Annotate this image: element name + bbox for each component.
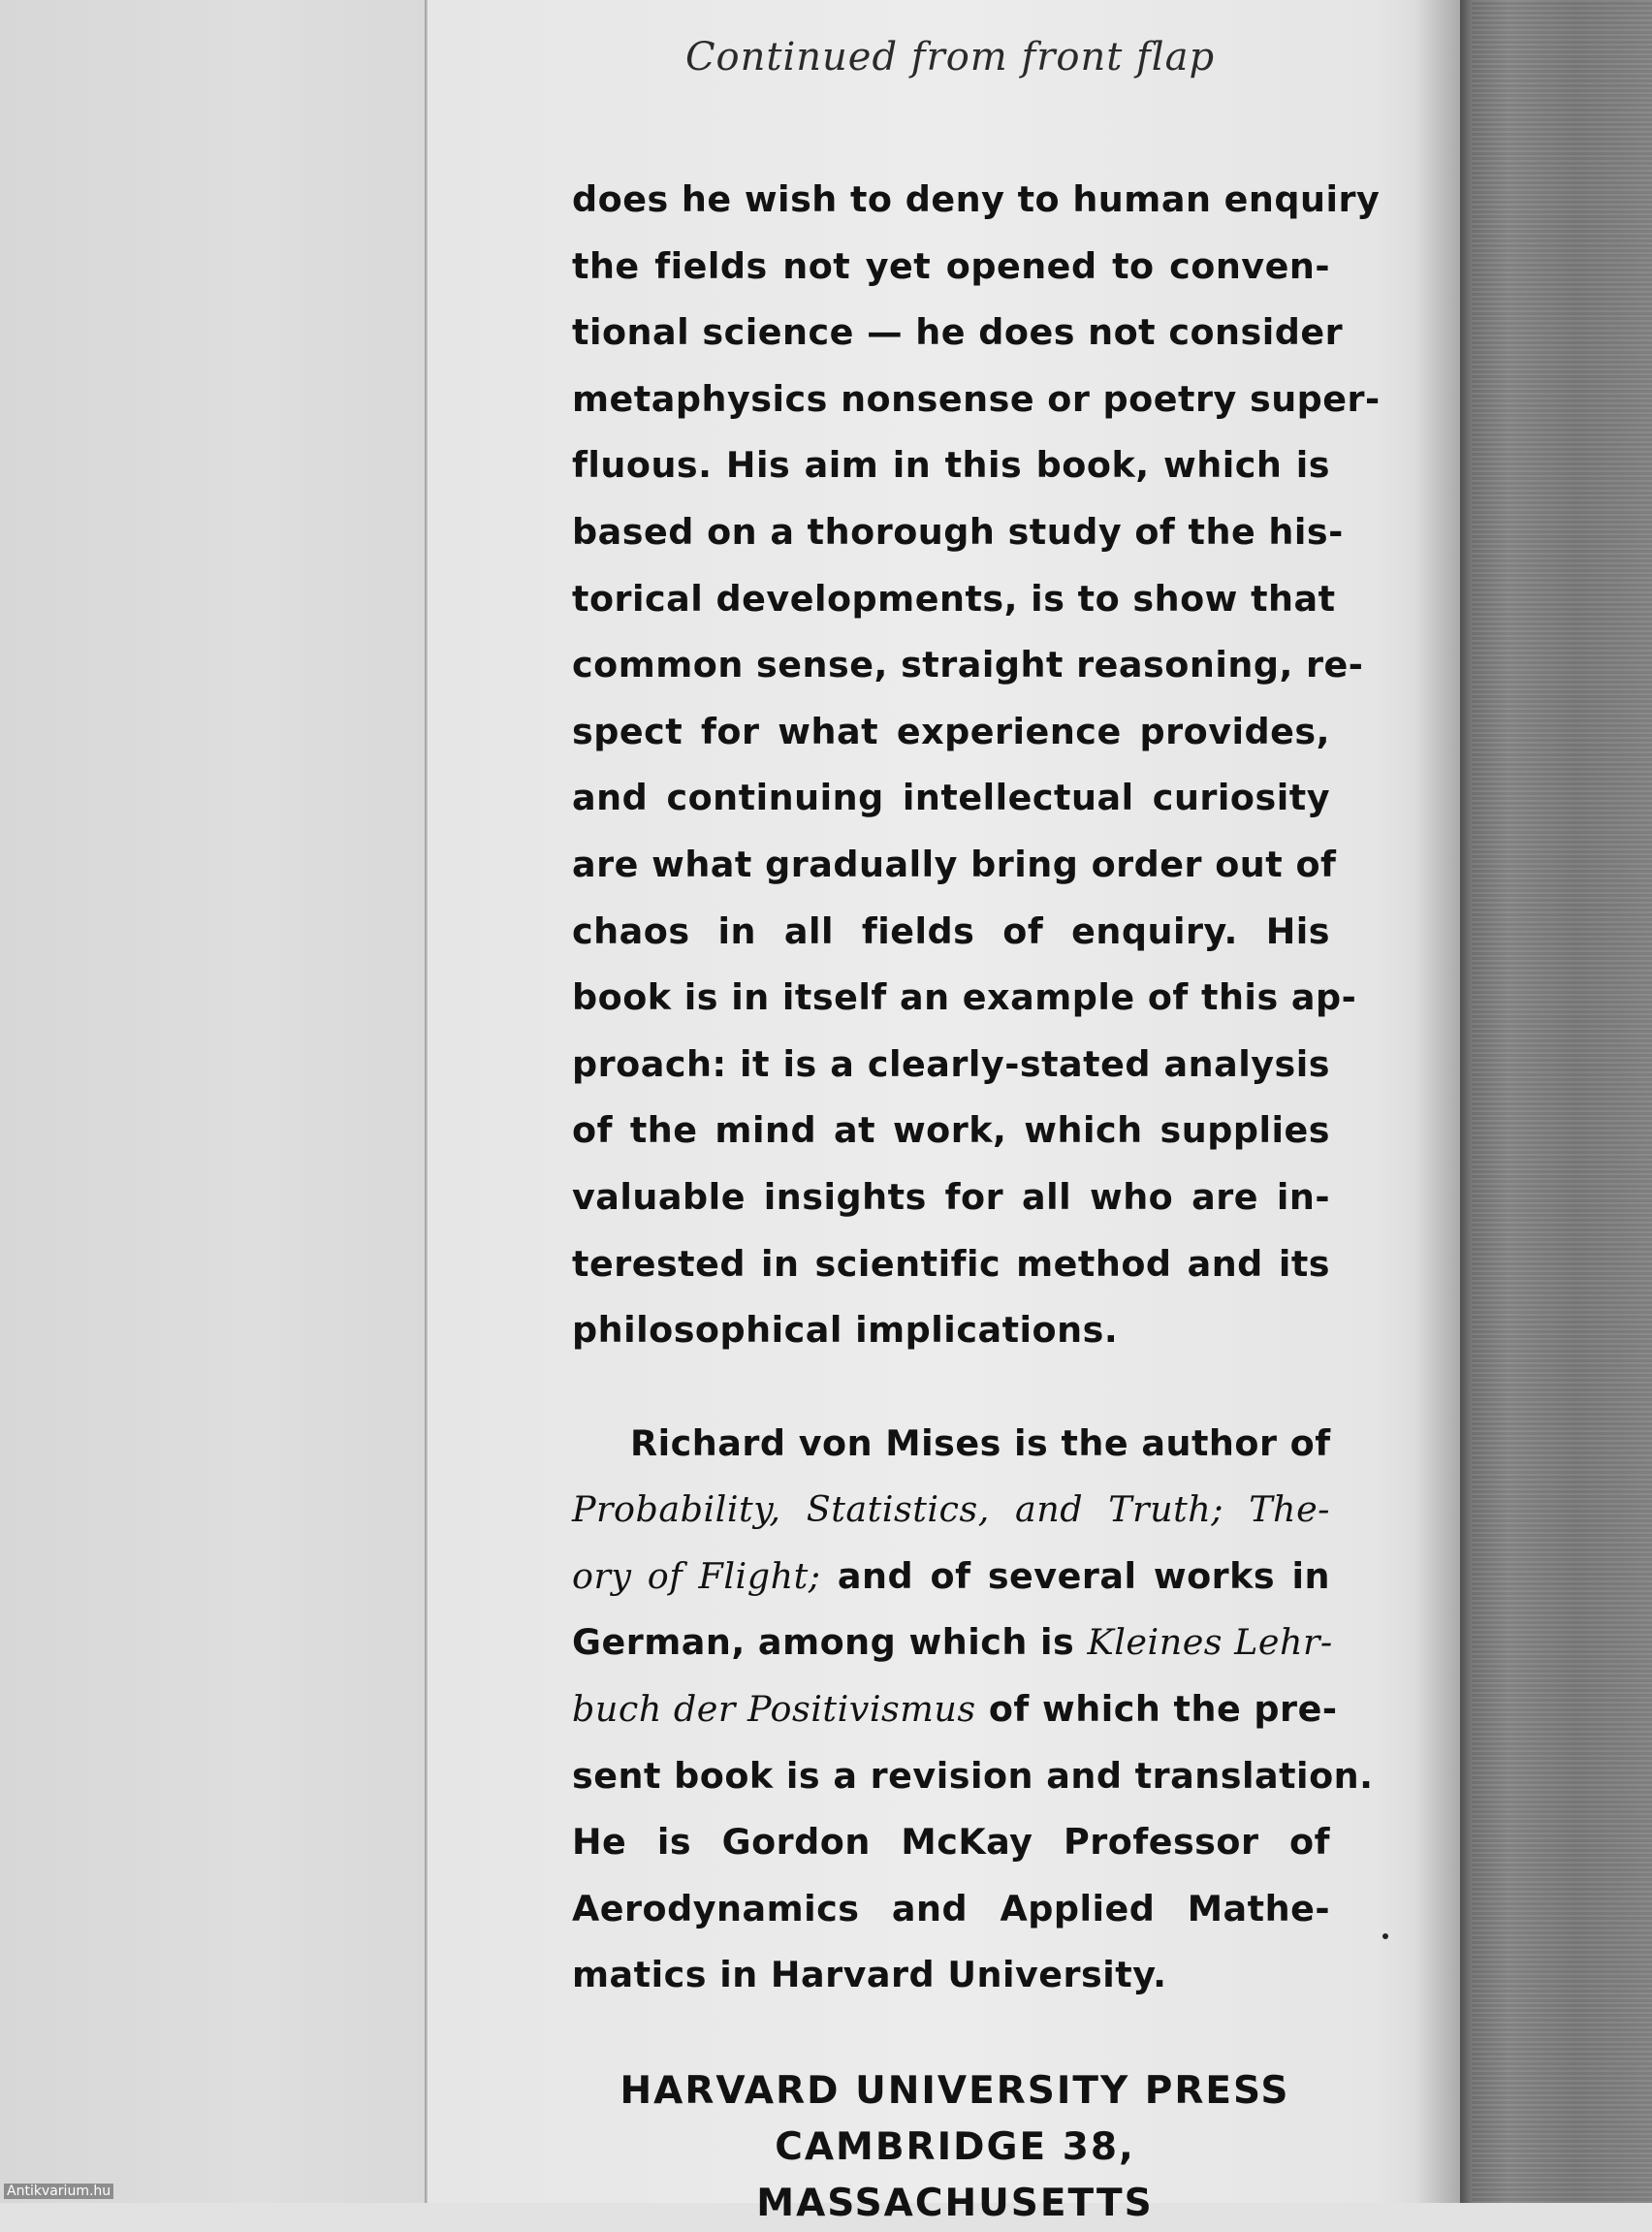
- publisher-name: HARVARD UNIVERSITY PRESS: [620, 2069, 1290, 2113]
- text-line: matics in Harvard University.: [572, 1954, 1167, 1996]
- text-line: tional science — he does not consider: [572, 311, 1344, 354]
- text-line: proach: it is a clearly-stated analysis: [572, 1042, 1330, 1085]
- text-line: philosophical implications.: [572, 1309, 1119, 1352]
- text-line: and continuing intellectual curiosity: [572, 777, 1330, 819]
- book-title-italic: Kleines Lehr-: [1087, 1621, 1333, 1664]
- text-line: Aerodynamics and Applied Mathe-: [572, 1887, 1330, 1929]
- text-line: Richard von Mises is the author of: [630, 1421, 1331, 1464]
- book-title-italic: ory of Flight;: [572, 1554, 821, 1597]
- book-title-italic: buch der Positivismus: [572, 1688, 976, 1731]
- text-segment: and of several works in: [820, 1554, 1330, 1597]
- text-line: based on a thorough study of the his-: [572, 510, 1344, 553]
- board-edge: [1460, 0, 1472, 2203]
- publisher-address: CAMBRIDGE 38, MASSACHUSETTS: [756, 2125, 1154, 2225]
- text-line: are what gradually bring order out of: [572, 843, 1337, 885]
- text-line: terested in scientific method and its: [572, 1242, 1330, 1285]
- text-line: torical developments, is to show that: [572, 577, 1336, 620]
- watermark: Antikvarium.hu: [4, 2184, 113, 2199]
- text-line: [572, 1610, 1333, 1676]
- text-line: the fields not yet opened to conven-: [572, 244, 1330, 287]
- paragraph-gap: [572, 1364, 1330, 1411]
- text-line: He is Gordon McKay Professor of: [572, 1821, 1330, 1864]
- text-line: chaos in all fields of enquiry. His: [572, 909, 1330, 952]
- text-line: [572, 1477, 1330, 1544]
- text-line: common sense, straight reasoning, re-: [572, 644, 1364, 686]
- text-line: metaphysics nonsense or poetry super-: [572, 377, 1381, 420]
- text-line: sent book is a revision and translation.: [572, 1754, 1374, 1797]
- text-line: does he wish to deny to human enquiry: [572, 178, 1381, 220]
- text-line: book is in itself an example of this ap-: [572, 976, 1357, 1019]
- book-title-italic: Probability, Statistics, and Truth; The-: [572, 1488, 1330, 1531]
- text-line: spect for what experience provides,: [572, 710, 1330, 752]
- text-line: valuable insights for all who are in-: [572, 1175, 1330, 1218]
- text-line: of the mind at work, which supplies: [572, 1109, 1330, 1152]
- text-line: fluous. His aim in this book, which is: [572, 444, 1330, 487]
- flap-body-text: [572, 167, 1381, 2009]
- flap-edge-shadow: [1415, 0, 1464, 2203]
- publisher-imprint: [572, 2063, 1338, 2232]
- text-line: [572, 1676, 1338, 1743]
- book-board: [1460, 0, 1652, 2203]
- continued-from-flap-header: Continued from front flap: [684, 35, 1216, 80]
- print-speck: [1382, 1933, 1388, 1939]
- back-cover-panel: [0, 0, 427, 2203]
- text-segment: of which the pre-: [975, 1688, 1338, 1731]
- text-line: [572, 1544, 1330, 1610]
- text-segment: German, among which is: [572, 1621, 1088, 1664]
